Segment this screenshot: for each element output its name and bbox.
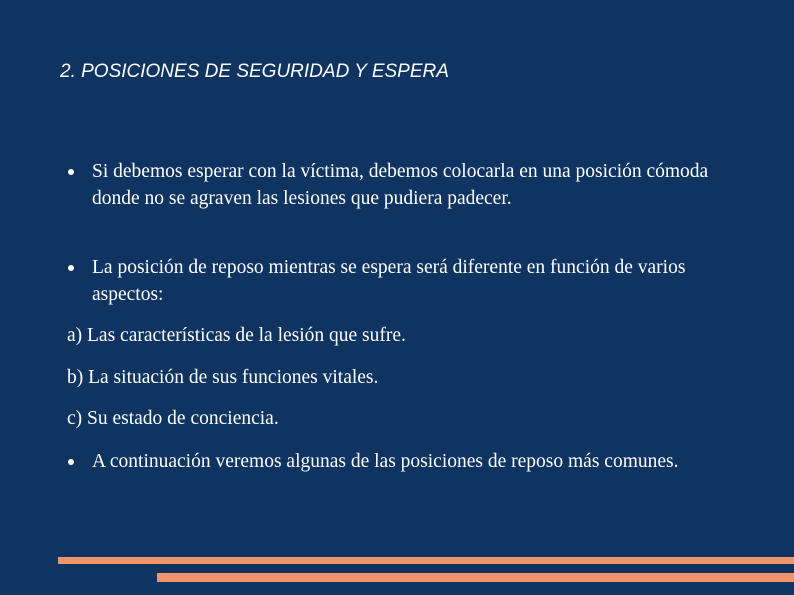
bullet-dot-icon — [68, 169, 74, 175]
slide-title: 2. POSICIONES DE SEGURIDAD Y ESPERA — [60, 61, 449, 82]
bullet-item — [92, 448, 752, 475]
bullet-item — [92, 254, 752, 308]
bullet-text: Si debemos esperar con la víctima, debemos colocarla en una posición cómoda donde no se agraven las lesiones que pudiera padecer. — [92, 161, 709, 209]
list-item-c: c) Su estado de conciencia. — [67, 408, 279, 429]
bullet-dot-icon — [68, 459, 74, 465]
bullet-dot-icon — [68, 265, 74, 271]
bullet-text: A continuación veremos algunas de las posiciones de reposo más comunes. — [92, 451, 679, 472]
bullet-item — [92, 158, 752, 212]
decorative-bar-bottom — [157, 573, 794, 582]
decorative-bar-top — [58, 557, 794, 564]
bullet-text: La posición de reposo mientras se espera será diferente en función de varios aspectos: — [92, 257, 686, 305]
list-item-b: b) La situación de sus funciones vitales. — [67, 367, 379, 388]
list-item-a: a) Las características de la lesión que sufre. — [67, 325, 406, 346]
